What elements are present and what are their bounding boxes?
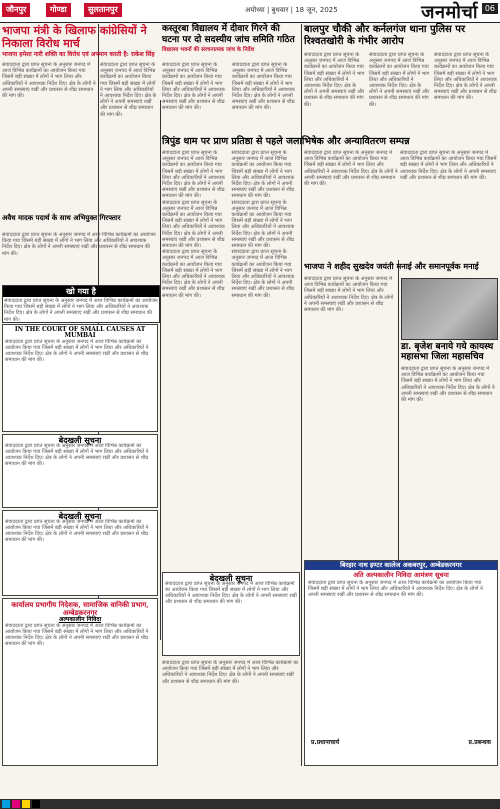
eviction-notice xyxy=(2,510,158,596)
body-text: संवाददाता द्वारा प्राप्त सूचना के अनुसार जनपद में आज विभिन्न कार्यक्रमों का आयोजन किया गया जिसमें बड़ी संख्या में लोगों ने भाग लिया और अधिकारियों ने आवश्यक निर्देश दिए। क्षेत्र के लोगों ने अपनी समस्याएं रखीं और प्रशासन से शीघ्र समाधान की मांग की। xyxy=(401,366,495,404)
body-text: संवाददाता द्वारा प्राप्त सूचना के अनुसार जनपद में आज विभिन्न कार्यक्रमों का आयोजन किया गया जिसमें बड़ी संख्या में लोगों ने भाग लिया और अधिकारियों ने आवश्यक निर्देश दिए। क्षेत्र के लोगों ने अपनी समस्याएं रखीं और प्रशासन से शीघ्र समाधान की मांग की। xyxy=(304,52,365,108)
ad-signatures xyxy=(305,740,497,746)
body-text: संवाददाता द्वारा प्राप्त सूचना के अनुसार जनपद में आज विभिन्न कार्यक्रमों का आयोजन किया गया जिसमें बड़ी संख्या में लोगों ने भाग लिया और अधिकारियों ने आवश्यक निर्देश दिए। क्षेत्र के लोगों ने अपनी समस्याएं रखीं और प्रशासन से शीघ्र समाधान की मांग की। xyxy=(2,232,156,257)
ad-title: कार्यालय प्रभागीय निदेशक, सामाजिक वानिकी प्रभाग, अम्बेडकरनगर xyxy=(11,600,149,617)
dateline: अयोध्या | बुधवार | 18 जून, 2025 xyxy=(245,6,338,14)
headline: बालपुर चौकी और कर्नलगंज थाना पुलिस पर रिश्वतखोरी के गंभीर आरोप xyxy=(304,24,466,47)
body-text: संवाददाता द्वारा प्राप्त सूचना के अनुसार जनपद में आज विभिन्न कार्यक्रमों का आयोजन किया गया जिसमें बड़ी संख्या में लोगों ने भाग लिया और अधिकारियों ने आवश्यक निर्देश दिए। क्षेत्र के लोगों ने अपनी समस्याएं रखीं और प्रशासन से शीघ्र समाधान की मांग की। xyxy=(2,62,96,100)
body-text: संवाददाता द्वारा प्राप्त सूचना के अनुसार जनपद में आज विभिन्न कार्यक्रमों का आयोजन किया गया जिसमें बड़ी संख्या में लोगों ने भाग लिया और अधिकारियों ने आवश्यक निर्देश दिए। क्षेत्र के लोगों ने अपनी समस्याएं रखीं और प्रशासन से शीघ्र समाधान की मांग की। xyxy=(369,52,430,108)
body-text: संवाददाता द्वारा प्राप्त सूचना के अनुसार जनपद में आज विभिन्न कार्यक्रमों का आयोजन किया गया जिसमें बड़ी संख्या में लोगों ने भाग लिया और अधिकारियों ने आवश्यक निर्देश दिए। क्षेत्र के लोगों ने अपनी समस्याएं रखीं और प्रशासन से शीघ्र समाधान की मांग की। xyxy=(162,660,299,685)
body-text: संवाददाता द्वारा प्राप्त सूचना के अनुसार जनपद में आज विभिन्न कार्यक्रमों का आयोजन किया गया जिसमें बड़ी संख्या में लोगों ने भाग लिया और अधिकारियों ने आवश्यक निर्देश दिए। क्षेत्र के लोगों ने अपनी समस्याएं रखीं और प्रशासन से शीघ्र समाधान की मांग की। xyxy=(232,62,295,112)
notice-title: बेदखली सूचना xyxy=(58,435,102,445)
classified-columns: संवाददाता द्वारा प्राप्त सूचना के अनुसार जनपद में आज विभिन्न कार्यक्रमों का आयोजन किया गया जिसमें बड़ी संख्या में लोगों ने भाग लिया और अधिकारियों ने आवश्यक निर्देश दिए। क्षेत्र के लोगों ने अपनी समस्याएं रखीं और प्रशासन से शीघ्र समाधान की मांग की। संवाददाता द्वारा प्राप्त सूचना के अनुसार जनपद में आज विभिन्न कार्यक्रमों का आयोजन किया गया जिसमें बड़ी संख्या में लोगों ने भाग लिया और अधिकारियों ने आवश्यक निर्देश दिए। क्षेत्र के लोगों ने अपनी समस्याएं रखीं और प्रशासन से शीघ्र समाधान की मांग की। संवाददाता द्वारा प्राप्त सूचना के अनुसार जनपद में आज विभिन्न कार्यक्रमों का आयोजन किया गया जिसमें बड़ी संख्या में लोगों ने भाग लिया और अधिकारियों ने आवश्यक निर्देश दिए। क्षेत्र के लोगों ने अपनी समस्याएं रखीं और प्रशासन से शीघ्र समाधान की मांग की। संवाददाता द्वारा प्राप्त सूचना के अनुसार जनपद में आज विभिन्न कार्यक्रमों का आयोजन किया गया जिसमें बड़ी संख्या में लोगों ने भाग लिया और अधिकारियों ने आवश्यक निर्देश दिए। क्षेत्र के लोगों ने अपनी समस्याएं रखीं और प्रशासन से शीघ्र समाधान की मांग की। संवाददाता द्वारा प्राप्त सूचना के अनुसार जनपद में आज विभिन्न कार्यक्रमों का आयोजन किया गया जिसमें बड़ी संख्या में लोगों ने भाग लिया और अधिकारियों ने आवश्यक निर्देश दिए। क्षेत्र के लोगों ने अपनी समस्याएं रखीं और प्रशासन से शीघ्र समाधान की मांग की। संवाददाता द्वारा प्राप्त सूचना के अनुसार जनपद में आज विभिन्न कार्यक्रमों का आयोजन किया गया जिसमें बड़ी संख्या में लोगों ने भाग लिया और अधिकारियों ने आवश्यक निर्देश दिए। क्षेत्र के लोगों ने अपनी समस्याएं रखीं और प्रशासन से शीघ्र समाधान की मांग की। xyxy=(162,150,295,299)
page-number: 06 xyxy=(482,3,498,14)
body-text: संवाददाता द्वारा प्राप्त सूचना के अनुसार जनपद में आज विभिन्न कार्यक्रमों का आयोजन किया गया जिसमें बड़ी संख्या में लोगों ने भाग लिया और अधिकारियों ने आवश्यक निर्देश दिए। क्षेत्र के लोगों ने अपनी समस्याएं रखीं और प्रशासन से शीघ्र समाधान की मांग की। xyxy=(400,150,497,181)
headline: डा. बृजेश बनाये गये कायस्थ महासभा जिला महासचिव xyxy=(401,342,494,362)
notice-text: संवाददाता द्वारा प्राप्त सूचना के अनुसार जनपद में आज विभिन्न कार्यक्रमों का आयोजन किया गया जिसमें बड़ी संख्या में लोगों ने भाग लिया और अधिकारियों ने आवश्यक निर्देश दिए। क्षेत्र के लोगों ने अपनी समस्याएं रखीं और प्रशासन से शीघ्र समाधान की मांग की। xyxy=(5,519,149,543)
signature-principal: प्र.प्रधानाचार्य xyxy=(311,739,340,746)
tender-ad-left xyxy=(2,598,158,766)
body-text: संवाददाता द्वारा प्राप्त सूचना के अनुसार जनपद में आज विभिन्न कार्यक्रमों का आयोजन किया गया जिसमें बड़ी संख्या में लोगों ने भाग लिया और अधिकारियों ने आवश्यक निर्देश दिए। क्षेत्र के लोगों ने अपनी समस्याएं रखीं और प्रशासन से शीघ्र समाधान की मांग की। xyxy=(304,276,394,314)
headline: कस्तूरबा विद्यालय में दीवार गिरने की घटना पर दो सदस्यीय जांच समिति गठित xyxy=(162,24,295,45)
column-rule xyxy=(398,260,399,560)
kicker: भाजपा हमेशा नारी शक्ति का विरोध एवं अपमान करती है: राकेश सिंह xyxy=(2,51,155,58)
column-rule xyxy=(160,100,161,640)
story-school xyxy=(162,24,299,53)
notice-text: संवाददाता द्वारा प्राप्त सूचना के अनुसार जनपद में आज विभिन्न कार्यक्रमों का आयोजन किया गया जिसमें बड़ी संख्या में लोगों ने भाग लिया और अधिकारियों ने आवश्यक निर्देश दिए। क्षेत्र के लोगों ने अपनी समस्याएं रखीं और प्रशासन से शीघ्र समाधान की मांग की। xyxy=(5,443,149,467)
eviction-notice xyxy=(2,434,158,508)
body-text: संवाददाता द्वारा प्राप्त सूचना के अनुसार जनपद में आज विभिन्न कार्यक्रमों का आयोजन किया गया जिसमें बड़ी संख्या में लोगों ने भाग लिया और अधिकारियों ने आवश्यक निर्देश दिए। क्षेत्र के लोगों ने अपनी समस्याएं रखीं और प्रशासन से शीघ्र समाधान की मांग की। xyxy=(100,62,157,118)
ad-subtitle: अल्पकालीन निविदा xyxy=(58,616,102,623)
lost-notice xyxy=(2,285,160,323)
page-header xyxy=(0,0,500,23)
ad-text: संवाददाता द्वारा प्राप्त सूचना के अनुसार जनपद में आज विभिन्न कार्यक्रमों का आयोजन किया गया जिसमें बड़ी संख्या में लोगों ने भाग लिया और अधिकारियों ने आवश्यक निर्देश दिए। क्षेत्र के लोगों ने अपनी समस्याएं रखीं और प्रशासन से शीघ्र समाधान की मांग की। xyxy=(308,580,483,598)
headline: भाजपा मंत्री के खिलाफ कांग्रेसियों ने निकाला विरोध मार्च xyxy=(2,24,147,50)
story-tripkund xyxy=(162,136,498,147)
ad-subtitle: अति अल्पकालीन निविदा आमंत्रण सूचना xyxy=(353,571,449,579)
eviction-notice xyxy=(162,572,300,656)
story-drug-arrest xyxy=(2,214,158,222)
body-text: संवाददाता द्वारा प्राप्त सूचना के अनुसार जनपद में आज विभिन्न कार्यक्रमों का आयोजन किया गया जिसमें बड़ी संख्या में लोगों ने भाग लिया और अधिकारियों ने आवश्यक निर्देश दिए। क्षेत्र के लोगों ने अपनी समस्याएं रखीं और प्रशासन से शीघ्र समाधान की मांग की। xyxy=(304,150,398,188)
story-shraddhanjali xyxy=(304,262,498,271)
print-color-strip xyxy=(0,799,500,809)
kicker: विद्यालय भवनों की संरचनात्मक जांच के निर्देश xyxy=(162,47,255,53)
body-text: संवाददाता द्वारा प्राप्त सूचना के अनुसार जनपद में आज विभिन्न कार्यक्रमों का आयोजन किया गया जिसमें बड़ी संख्या में लोगों ने भाग लिया और अधिकारियों ने आवश्यक निर्देश दिए। क्षेत्र के लोगों ने अपनी समस्याएं रखीं और प्रशासन से शीघ्र समाधान की मांग की। xyxy=(434,52,497,102)
headline: भाजपा ने शहीद सुखदेव जयंती मनाई और समानपूर्वक मनाई xyxy=(304,261,479,271)
headline: अवैध मादक पदार्थ के साथ अभियुक्त गिरफ्तार xyxy=(2,213,121,222)
signature-manager: प्र.प्रबन्धक xyxy=(468,739,491,746)
notice-title: बेदखली सूचना xyxy=(58,511,102,521)
headline: त्रिपुंड धाम पर प्राण प्रतिष्ठा से पहले जलाभिषेक और अन्यावितरण सम्पन्न xyxy=(162,136,410,147)
story-kayasth xyxy=(401,342,497,362)
lost-text: संवाददाता द्वारा प्राप्त सूचना के अनुसार जनपद में आज विभिन्न कार्यक्रमों का आयोजन किया गया जिसमें बड़ी संख्या में लोगों ने भाग लिया और अधिकारियों ने आवश्यक निर्देश दिए। क्षेत्र के लोगों ने अपनी समस्याएं रखीं और प्रशासन से शीघ्र समाधान की मांग की। xyxy=(4,298,158,323)
tender-ad-right xyxy=(304,560,498,766)
ad-text: संवाददाता द्वारा प्राप्त सूचना के अनुसार जनपद में आज विभिन्न कार्यक्रमों का आयोजन किया गया जिसमें बड़ी संख्या में लोगों ने भाग लिया और अधिकारियों ने आवश्यक निर्देश दिए। क्षेत्र के लोगों ने अपनी समस्याएं रखीं और प्रशासन से शीघ्र समाधान की मांग की। xyxy=(5,623,149,647)
section-tab-sultanpur: सुलतानपुर xyxy=(84,3,122,17)
news-photo xyxy=(401,278,498,340)
notice-title: बेदखली सूचना xyxy=(209,573,253,583)
section-tab-gonda: गोण्डा xyxy=(46,3,71,17)
story-bjp xyxy=(2,24,162,58)
section-tab-jaunpur: जौनपुर xyxy=(2,3,30,17)
court-title: IN THE COURT OF SMALL CAUSES AT MUMBAI xyxy=(14,326,146,339)
notice-text: संवाददाता द्वारा प्राप्त सूचना के अनुसार जनपद में आज विभिन्न कार्यक्रमों का आयोजन किया गया जिसमें बड़ी संख्या में लोगों ने भाग लिया और अधिकारियों ने आवश्यक निर्देश दिए। क्षेत्र के लोगों ने अपनी समस्याएं रखीं और प्रशासन से शीघ्र समाधान की मांग की। xyxy=(165,581,297,605)
court-text: संवाददाता द्वारा प्राप्त सूचना के अनुसार जनपद में आज विभिन्न कार्यक्रमों का आयोजन किया गया जिसमें बड़ी संख्या में लोगों ने भाग लिया और अधिकारियों ने आवश्यक निर्देश दिए। क्षेत्र के लोगों ने अपनी समस्याएं रखीं और प्रशासन से शीघ्र समाधान की मांग की। xyxy=(5,339,149,363)
story-police xyxy=(304,24,498,48)
body-text: संवाददाता द्वारा प्राप्त सूचना के अनुसार जनपद में आज विभिन्न कार्यक्रमों का आयोजन किया गया जिसमें बड़ी संख्या में लोगों ने भाग लिया और अधिकारियों ने आवश्यक निर्देश दिए। क्षेत्र के लोगों ने अपनी समस्याएं रखीं और प्रशासन से शीघ्र समाधान की मांग की। xyxy=(162,62,225,112)
lost-title: खो गया है xyxy=(3,286,159,297)
ad-title: बिरहार नाथ इण्टर कालेज अकबरपुर, अम्बेडकरनगर xyxy=(305,561,497,570)
court-notice xyxy=(2,324,158,432)
masthead: जनमोर्चा xyxy=(421,2,478,23)
